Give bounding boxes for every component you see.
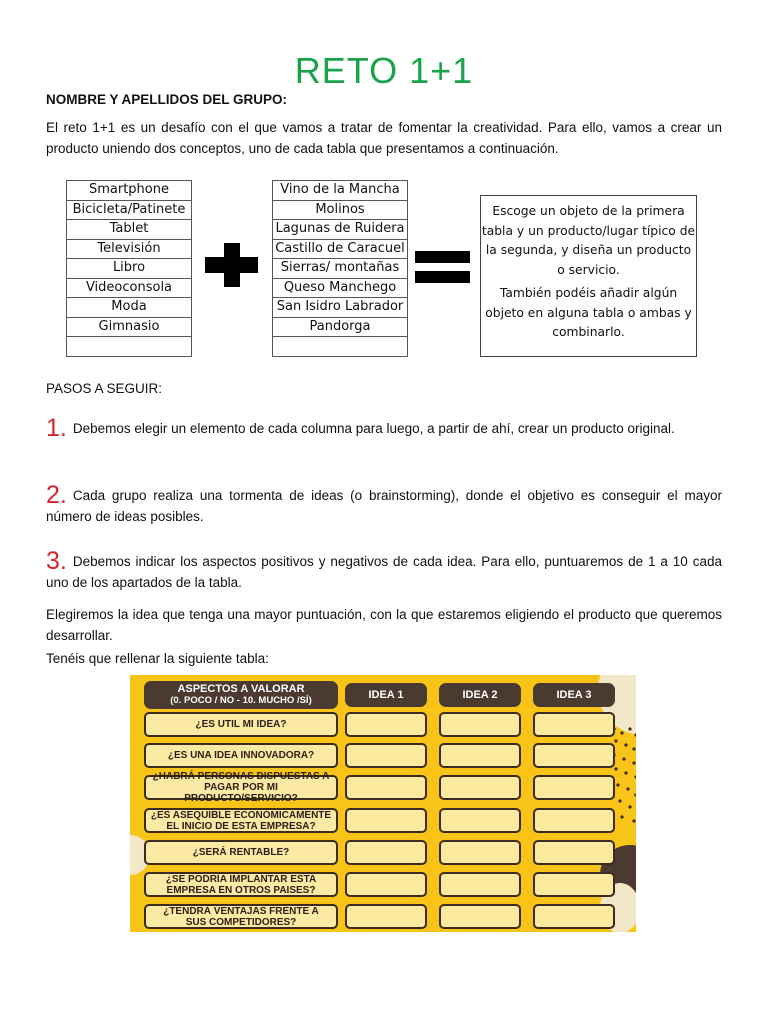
objects-table-cell: Gimnasio [67,317,192,337]
score-cell[interactable] [439,872,521,897]
step-2 [46,481,722,527]
aspect-row-label: ¿ES UTIL MI IDEA? [144,712,338,737]
instruction-text: También podéis añadir algún objeto en alguna tabla o ambas y combinarlo. [485,286,692,339]
table-intro: Tenéis que rellenar la siguiente tabla: [46,651,269,666]
equals-icon [415,271,470,283]
aspect-row-label: ¿HABRÁ PERSONAS DISPUESTAS A PAGAR POR MI PRODUCTO/SERVICIO? [144,775,338,800]
step-text: Cada grupo realiza una tormenta de ideas (o brainstorming), donde el objetivo es conseguir el mayor número de ideas posibles. [46,488,722,524]
objects-table-cell: Videoconsola [67,278,192,298]
score-cell[interactable] [439,712,521,737]
score-cell[interactable] [345,904,427,929]
score-cell[interactable] [345,775,427,800]
score-cell[interactable] [533,840,615,865]
score-cell[interactable] [345,840,427,865]
step-number: 3. [46,547,67,575]
places-table-cell: San Isidro Labrador [273,298,408,318]
step-text: Debemos indicar los aspectos positivos y negativos de cada idea. Para ello, puntuaremos de 1 a 10 cada uno de los apartados de la tabla. [46,554,722,590]
aspect-row-label: ¿ES ASEQUIBLE ECONÓMICAMENTE EL INICIO DE ESTA EMPRESA? [144,808,338,833]
score-cell[interactable] [439,904,521,929]
score-cell[interactable] [439,743,521,768]
aspect-row-label: ¿SE PODRÍA IMPLANTAR ESTA EMPRESA EN OTROS PAISES? [144,872,338,897]
idea-3-header: IDEA 3 [533,683,615,707]
aspect-row-label: ¿TENDRÁ VENTAJAS FRENTE A SUS COMPETIDORES? [144,904,338,929]
score-cell[interactable] [345,808,427,833]
places-table-cell: Sierras/ montañas [273,259,408,279]
objects-table-cell: Televisión [67,239,192,259]
instruction-box [480,195,697,357]
idea-1-header: IDEA 1 [345,683,427,707]
aspects-header-scale: (0. POCO / NO - 10. MUCHO /SÍ) [170,695,312,706]
aspect-row-label: ¿SERÁ RENTABLE? [144,840,338,865]
score-cell[interactable] [439,775,521,800]
aspects-header [144,681,338,709]
objects-table-cell [67,337,192,357]
score-cell[interactable] [533,904,615,929]
score-cell[interactable] [533,775,615,800]
score-cell[interactable] [345,872,427,897]
step-number: 1. [46,414,67,442]
objects-table-cell: Libro [67,259,192,279]
score-cell[interactable] [439,808,521,833]
objects-table-cell: Moda [67,298,192,318]
step-3 [46,547,722,593]
step-number: 2. [46,481,67,509]
evaluation-table [130,675,636,932]
intro-paragraph: El reto 1+1 es un desafío con el que vamos a tratar de fomentar la creatividad. Para ello, vamos a crear un producto uniendo dos conceptos, uno de cada tabla que presentamos a continuación. [46,120,722,156]
instruction-text: Escoge un objeto de la primera tabla y un producto/lugar típico de la segunda, y diseña un producto o servicio. [481,204,696,277]
places-table-cell: Castillo de Caracuel [273,239,408,259]
choose-paragraph: Elegiremos la idea que tenga una mayor puntuación, con la que estaremos eligiendo el producto que queremos desarrollar. [46,607,722,643]
score-cell[interactable] [533,872,615,897]
plus-icon [205,257,258,273]
aspects-header-title: ASPECTOS A VALORAR [177,683,305,695]
places-table-cell: Molinos [273,200,408,220]
objects-table-cell: Tablet [67,220,192,240]
group-name-label: NOMBRE Y APELLIDOS DEL GRUPO: [46,92,288,107]
score-cell[interactable] [533,712,615,737]
idea-2-header: IDEA 2 [439,683,521,707]
places-table-cell [273,337,408,357]
objects-table-cell: Smartphone [67,181,192,201]
score-cell[interactable] [439,840,521,865]
score-cell[interactable] [533,743,615,768]
places-table-cell: Lagunas de Ruidera [273,220,408,240]
score-cell[interactable] [345,712,427,737]
objects-table [66,180,192,357]
score-cell[interactable] [533,808,615,833]
places-table-cell: Queso Manchego [273,278,408,298]
places-table-cell: Pandorga [273,317,408,337]
places-table [272,180,408,357]
score-cell[interactable] [345,743,427,768]
equals-icon [415,251,470,263]
aspect-row-label: ¿ES UNA IDEA INNOVADORA? [144,743,338,768]
places-table-cell: Vino de la Mancha [273,181,408,201]
page-title: RETO 1+1 [294,50,474,91]
steps-title: PASOS A SEGUIR: [46,381,163,396]
objects-table-cell: Bicicleta/Patinete [67,200,192,220]
step-1 [46,414,722,442]
step-text: Debemos elegir un elemento de cada columna para luego, a partir de ahí, crear un producto original. [72,421,675,436]
